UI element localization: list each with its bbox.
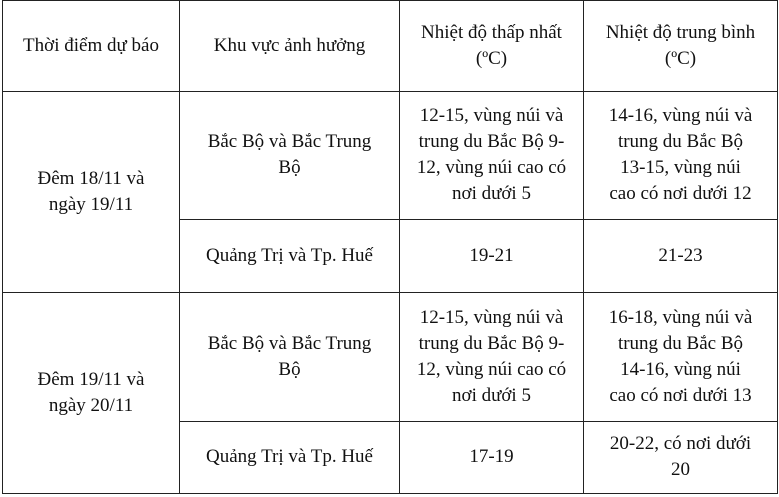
forecast-time-cell: Đêm 19/11 và ngày 20/11: [3, 292, 180, 493]
forecast-time-cell: Đêm 18/11 và ngày 19/11: [3, 91, 180, 292]
avg-temp-cell: 16-18, vùng núi và trung du Bắc Bộ 14-16, vùng núi cao có nơi dưới 13: [584, 292, 778, 421]
avg-temp-cell: 21-23: [584, 220, 778, 292]
header-time: Thời điểm dự báo: [3, 1, 180, 92]
header-min-temp: Nhiệt độ thấp nhất (ºC): [400, 1, 584, 92]
area-cell: Bắc Bộ và Bắc Trung Bộ: [180, 292, 400, 421]
avg-temp-cell: 20-22, có nơi dưới 20: [584, 421, 778, 493]
header-area: Khu vực ảnh hưởng: [180, 1, 400, 92]
area-cell: Bắc Bộ và Bắc Trung Bộ: [180, 91, 400, 220]
header-avg-temp: Nhiệt độ trung bình (ºC): [584, 1, 778, 92]
table-row: [3, 292, 778, 421]
forecast-table: [2, 0, 778, 494]
min-temp-cell: 17-19: [400, 421, 584, 493]
min-temp-cell: 12-15, vùng núi và trung du Bắc Bộ 9- 12, vùng núi cao có nơi dưới 5: [400, 292, 584, 421]
header-row: [3, 1, 778, 92]
avg-temp-cell: 14-16, vùng núi và trung du Bắc Bộ 13-15, vùng núi cao có nơi dưới 12: [584, 91, 778, 220]
area-cell: Quảng Trị và Tp. Huế: [180, 421, 400, 493]
min-temp-cell: 19-21: [400, 220, 584, 292]
area-cell: Quảng Trị và Tp. Huế: [180, 220, 400, 292]
table-row: [3, 91, 778, 220]
min-temp-cell: 12-15, vùng núi và trung du Bắc Bộ 9- 12, vùng núi cao có nơi dưới 5: [400, 91, 584, 220]
